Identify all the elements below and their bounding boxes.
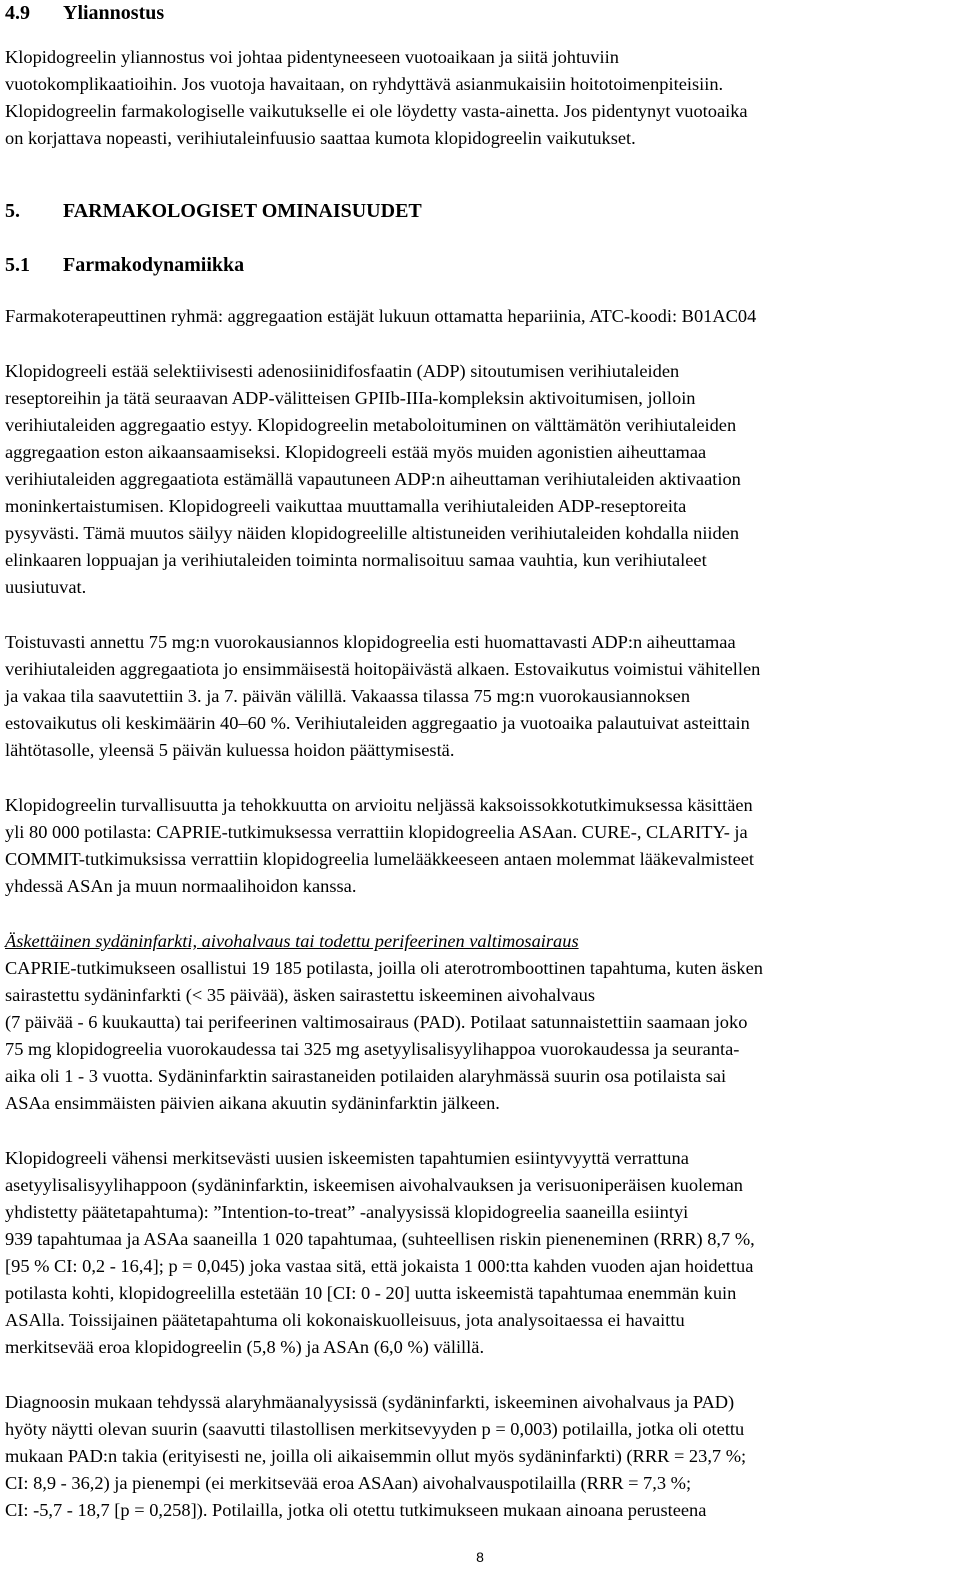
dosage-effect-paragraph <box>5 629 955 764</box>
text-line: aika oli 1 - 3 vuotta. Sydäninfarktin sairastaneiden potilaiden alaryhmässä suurin osa potilaista sai <box>5 1066 727 1086</box>
document-page <box>5 0 955 1524</box>
text-line: reseptoreihin ja tätä seuraavan ADP-välitteisen GPIIb-IIIa-kompleksin aktivoitumisen, jolloin <box>5 388 696 408</box>
section-4-9-title: Yliannostus <box>63 2 165 24</box>
text-line: pysyvästi. Tämä muutos säilyy näiden klopidogreelille altistuneiden verihiutaleiden kohdalla niiden <box>5 523 740 543</box>
text-line: yli 80 000 potilasta: CAPRIE-tutkimuksessa verrattiin klopidogreelia ASAan. CURE-, CLARITY- ja <box>5 822 748 842</box>
text-line: sairastettu sydäninfarkti (< 35 päivää), äsken sairastettu iskeeminen aivohalvaus <box>5 985 595 1005</box>
text-line: [95 % CI: 0,2 - 16,4]; p = 0,045) joka vastaa sitä, että jokaista 1 000:tta kahden vuoden ajan hoidettua <box>5 1256 754 1276</box>
text-line: verihiutaleiden aggregaatio estyy. Klopidogreelin metaboloituminen on välttämätön verihiutaleiden <box>5 415 737 435</box>
text-line: lähtötasolle, yleensä 5 päivän kuluessa hoidon päättymisestä. <box>5 740 455 760</box>
results-paragraph <box>5 1145 955 1361</box>
text-line: moninkertaistumisen. Klopidogreeli vaikuttaa muuttamalla verihiutaleiden ADP-reseptoreita <box>5 496 687 516</box>
text-line: Toistuvasti annettu 75 mg:n vuorokausiannos klopidogreelia esti huomattavasti ADP:n aiheuttamaa <box>5 632 736 652</box>
text-line: hyöty näytti olevan suurin (saavutti tilastollisen merkitsevyyden p = 0,003) potilailla, jotka oli otettu <box>5 1419 745 1439</box>
text-line: ASAa ensimmäisten päivien aikana akuutin sydäninfarktin jälkeen. <box>5 1093 500 1113</box>
text-line: estovaikutus oli keskimäärin 40–60 %. Verihiutaleiden aggregaatio ja vuotoaika palautuivat asteittain <box>5 713 750 733</box>
text-line: potilasta kohti, klopidogreelilla estetään 10 [CI: 0 - 20] uutta iskeemistä tapahtumaa enemmän kuin <box>5 1283 737 1303</box>
text-line: Klopidogreelin yliannostus voi johtaa pidentyneeseen vuotoaikaan ja siitä johtuviin <box>5 47 619 67</box>
subheading-recent-mi: Äskettäinen sydäninfarkti, aivohalvaus tai todettu perifeerinen valtimosairaus <box>5 931 579 951</box>
text-line: Klopidogreelin turvallisuutta ja tehokkuutta on arvioitu neljässä kaksoissokkotutkimuksessa käsittäen <box>5 795 753 815</box>
section-5-title: FARMAKOLOGISET OMINAISUUDET <box>63 200 422 222</box>
text-line: yhdistetty päätetapahtuma): ”Intention-to-treat” -analyysissä klopidogreelia saaneilla esiintyi <box>5 1202 689 1222</box>
mechanism-paragraph <box>5 358 955 601</box>
text-line: 939 tapahtumaa ja ASAa saaneilla 1 020 tapahtumaa, (suhteellisen riskin pieneneminen (RRR) 8,7 %, <box>5 1229 755 1249</box>
text-line: COMMIT-tutkimuksissa verrattiin klopidogreelia lumelääkkeeseen antaen molemmat lääkevalmisteet <box>5 849 755 869</box>
text-line: (7 päivää - 6 kuukautta) tai perifeerinen valtimosairaus (PAD). Potilaat satunnaistettiin saamaan joko <box>5 1012 748 1032</box>
studies-paragraph <box>5 792 955 900</box>
text-line: aggregaation eston aikaansaamiseksi. Klopidogreeli estää myös muiden agonistien aiheuttamaa <box>5 442 707 462</box>
caprie-paragraph <box>5 955 955 1117</box>
atc-paragraph <box>5 303 955 330</box>
text-line: ASAlla. Toissijainen päätetapahtuma oli kokonaiskuolleisuus, jota analysoitaessa ei havaittu <box>5 1310 685 1330</box>
text-line: verihiutaleiden aggregaatiota jo ensimmäisestä hoitopäivästä alkaen. Estovaikutus voimistui vähitellen <box>5 659 761 679</box>
section-5-number: 5. <box>5 200 20 222</box>
section-5-1-number: 5.1 <box>5 254 30 276</box>
text-line: CI: -5,7 - 18,7 [p = 0,258]). Potilailla, jotka oli otettu tutkimukseen mukaan ainoana perusteena <box>5 1500 707 1520</box>
section-4-9-heading <box>5 0 955 26</box>
text-line: elinkaaren loppuajan ja verihiutaleiden toiminta normalisoituu samaa vauhtia, kun verihiutaleet <box>5 550 707 570</box>
section-4-9-number: 4.9 <box>5 2 30 24</box>
text-line: Klopidogreeli vähensi merkitsevästi uusien iskeemisten tapahtumien esiintyvyyttä verrattuna <box>5 1148 689 1168</box>
text-line: CAPRIE-tutkimukseen osallistui 19 185 potilasta, joilla oli aterotromboottinen tapahtuma, kuten äsken <box>5 958 763 978</box>
text-line: merkitsevää eroa klopidogreelin (5,8 %) ja ASAn (6,0 %) välillä. <box>5 1337 485 1357</box>
text-line: uusiutuvat. <box>5 577 87 597</box>
text-line: 75 mg klopidogreelia vuorokaudessa tai 325 mg asetyylisalisyylihappoa vuorokaudessa ja seuranta- <box>5 1039 740 1059</box>
text-line: yhdessä ASAn ja muun normaalihoidon kanssa. <box>5 876 357 896</box>
text-line: Klopidogreelin farmakologiselle vaikutukselle ei ole löydetty vasta-ainetta. Jos pidentynyt vuotoaika <box>5 101 748 121</box>
text-line: ja vakaa tila saavutettiin 3. ja 7. päivän välillä. Vakaassa tilassa 75 mg:n vuorokausiannoksen <box>5 686 691 706</box>
text-line: vuotokomplikaatioihin. Jos vuotoja havaitaan, on ryhdyttävä asianmukaisiin hoitotoimenpiteisiin. <box>5 74 724 94</box>
overdose-paragraph <box>5 44 955 152</box>
text-line: Diagnoosin mukaan tehdyssä alaryhmäanalyysissä (sydäninfarkti, iskeeminen aivohalvaus ja PAD) <box>5 1392 735 1412</box>
text-line: on korjattava nopeasti, verihiutaleinfuusio saattaa kumota klopidogreelin vaikutukset. <box>5 128 636 148</box>
text-line: verihiutaleiden aggregaatiota estämällä vapautuneen ADP:n aiheuttaman verihiutaleiden aktivaation <box>5 469 741 489</box>
page-number: 8 <box>476 1549 484 1565</box>
text-line: asetyylisalisyylihappoon (sydäninfarktin, iskeemisen aivohalvauksen ja verisuoniperäisen kuoleman <box>5 1175 743 1195</box>
subgroup-paragraph <box>5 1389 955 1524</box>
text-line: Klopidogreeli estää selektiivisesti adenosiinidifosfaatin (ADP) sitoutumisen verihiutaleiden <box>5 361 680 381</box>
text-line: Farmakoterapeuttinen ryhmä: aggregaation estäjät lukuun ottamatta hepariinia, ATC-koodi: B01AC04 <box>5 306 757 326</box>
text-line: mukaan PAD:n takia (erityisesti ne, joilla oli aikaisemmin ollut myös sydäninfarkti) (RRR = 23,7 %; <box>5 1446 747 1466</box>
text-line: CI: 8,9 - 36,2) ja pienempi (ei merkitsevää eroa ASAan) aivohalvauspotilailla (RRR = 7,3 %; <box>5 1473 692 1493</box>
section-5-1-heading <box>5 252 955 278</box>
section-5-heading <box>5 198 955 224</box>
section-5-1-title: Farmakodynamiikka <box>63 254 245 276</box>
